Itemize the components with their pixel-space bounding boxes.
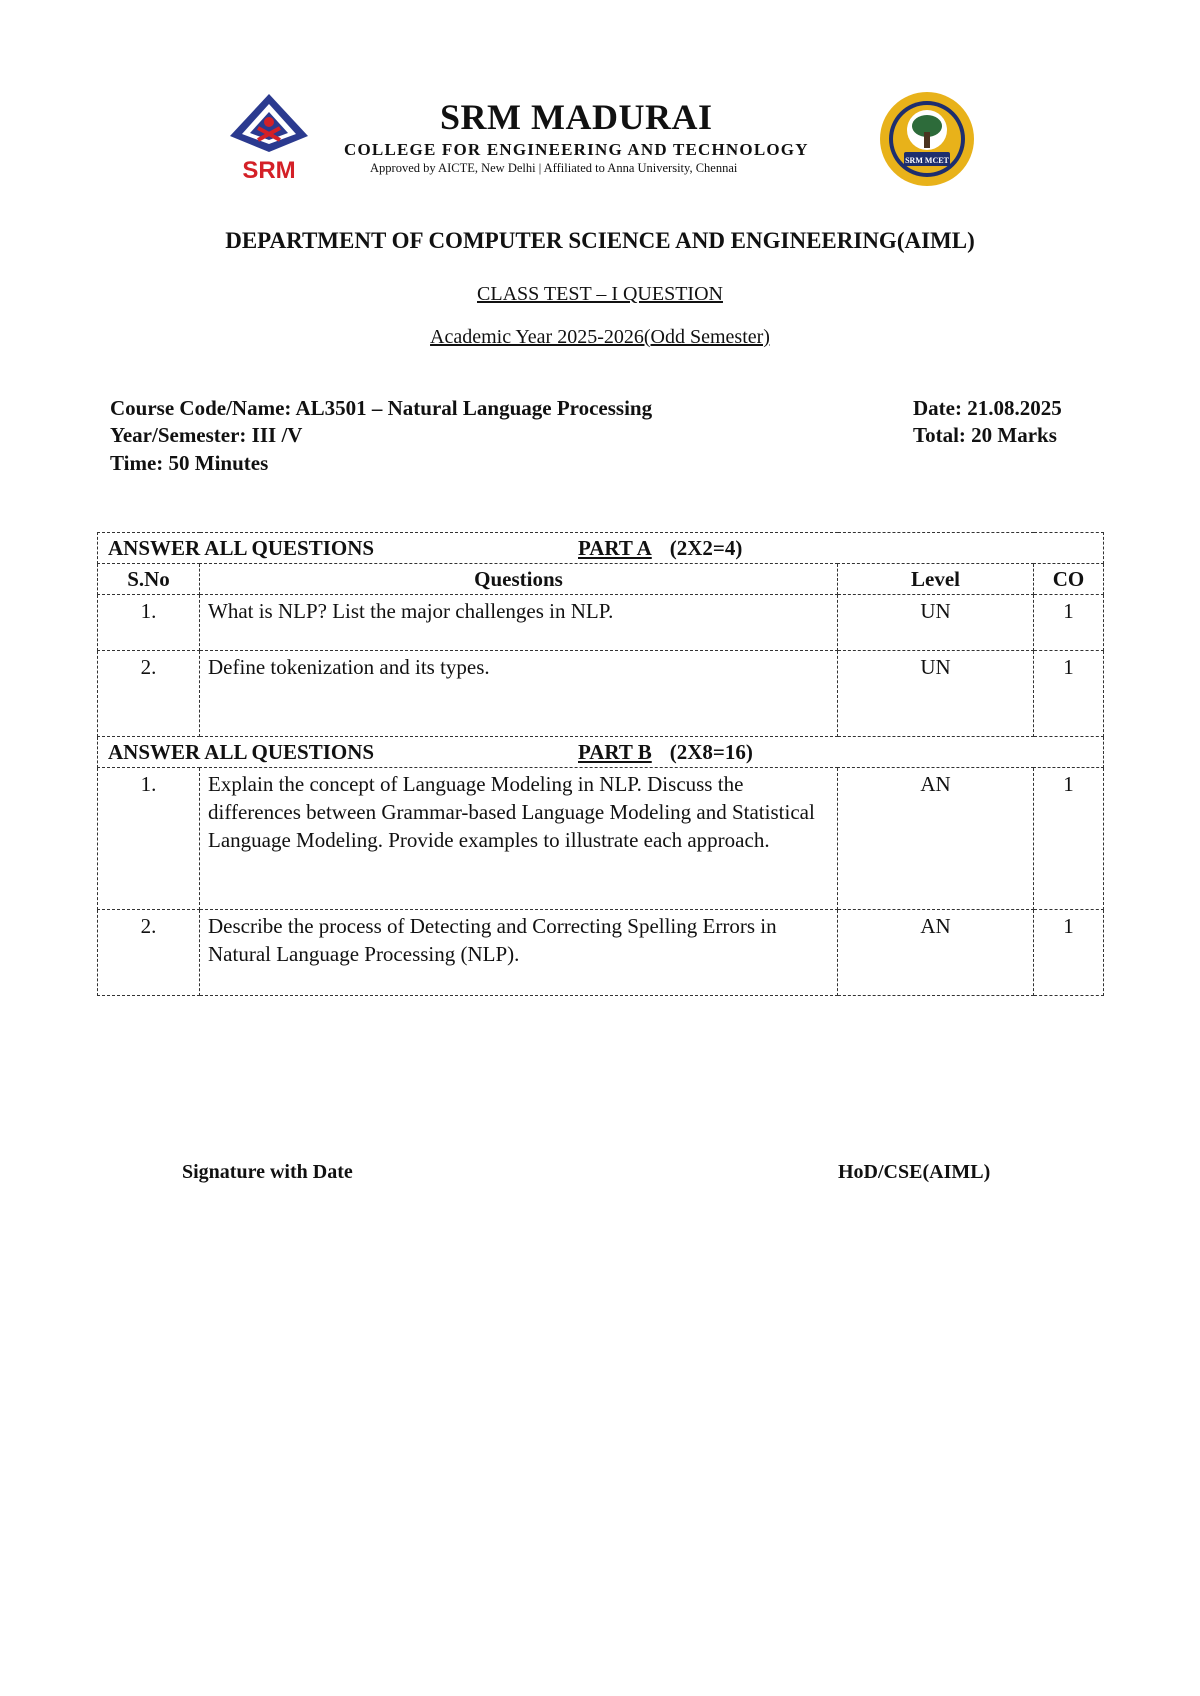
row-co: 1 (1034, 910, 1104, 996)
row-level: UN (838, 595, 1034, 651)
part-a-header (98, 533, 1104, 564)
part-b-header-row (98, 737, 1104, 768)
row-sno: 2. (98, 910, 200, 996)
row-sno: 1. (98, 595, 200, 651)
svg-text:SRM MCET: SRM MCET (905, 156, 949, 165)
table-row (98, 595, 1104, 651)
college-approval: Approved by AICTE, New Delhi | Affiliated to Anna University, Chennai (370, 161, 738, 175)
row-co: 1 (1034, 651, 1104, 737)
signature-label: Signature with Date (182, 1161, 353, 1183)
academic-year (0, 326, 1200, 349)
department-title: DEPARTMENT OF COMPUTER SCIENCE AND ENGINEERING(AIML) (225, 228, 975, 253)
svg-text:SRM: SRM (242, 157, 296, 184)
col-co: CO (1034, 564, 1104, 595)
test-title (0, 283, 1200, 306)
row-question: What is NLP? List the major challenges in NLP. (200, 595, 838, 651)
row-question: Define tokenization and its types. (200, 651, 838, 737)
time-info: Time: 50 Minutes (110, 451, 269, 475)
part-a-instruction: ANSWER ALL QUESTIONS (108, 536, 375, 560)
part-b-title: PART B (578, 740, 652, 764)
srm-mcet-seal (878, 90, 976, 188)
part-a-header-row (98, 533, 1104, 564)
srm-logo (228, 92, 310, 184)
row-level: AN (838, 910, 1034, 996)
table-row (98, 651, 1104, 737)
part-a-title: PART A (578, 536, 652, 560)
part-a-marks: (2X2=4) (669, 536, 743, 560)
row-level: AN (838, 768, 1034, 910)
part-b-instruction: ANSWER ALL QUESTIONS (108, 740, 375, 764)
col-sno: S.No (98, 564, 200, 595)
row-sno: 1. (98, 768, 200, 910)
table-row (98, 768, 1104, 910)
course-info: Course Code/Name: AL3501 – Natural Language Processing (110, 396, 653, 420)
row-co: 1 (1034, 595, 1104, 651)
question-table (97, 532, 1104, 996)
college-subtitle: COLLEGE FOR ENGINEERING AND TECHNOLOGY (344, 140, 809, 159)
academic-year-text: Academic Year 2025-2026(Odd Semester) (430, 326, 770, 348)
row-co: 1 (1034, 768, 1104, 910)
col-level: Level (838, 564, 1034, 595)
row-level: UN (838, 651, 1034, 737)
column-header-row (98, 564, 1104, 595)
col-questions: Questions (200, 564, 838, 595)
part-b-header (98, 737, 1104, 768)
total-marks-info: Total: 20 Marks (913, 423, 1057, 447)
row-question: Explain the concept of Language Modeling in NLP. Discuss the differences between Grammar-based Language Modeling and Statistical Language Modeling. Provide examples to illustrate each approach. (200, 768, 838, 910)
year-semester-info: Year/Semester: III /V (110, 423, 303, 447)
row-question: Describe the process of Detecting and Correcting Spelling Errors in Natural Language Processing (NLP). (200, 910, 838, 996)
test-title-text: CLASS TEST – I QUESTION (477, 283, 723, 305)
college-name: SRM MADURAI (440, 97, 713, 137)
date-info: Date: 21.08.2025 (913, 396, 1062, 420)
part-b-marks: (2X8=16) (669, 740, 753, 764)
hod-label: HoD/CSE(AIML) (838, 1161, 991, 1183)
table-row (98, 910, 1104, 996)
row-sno: 2. (98, 651, 200, 737)
